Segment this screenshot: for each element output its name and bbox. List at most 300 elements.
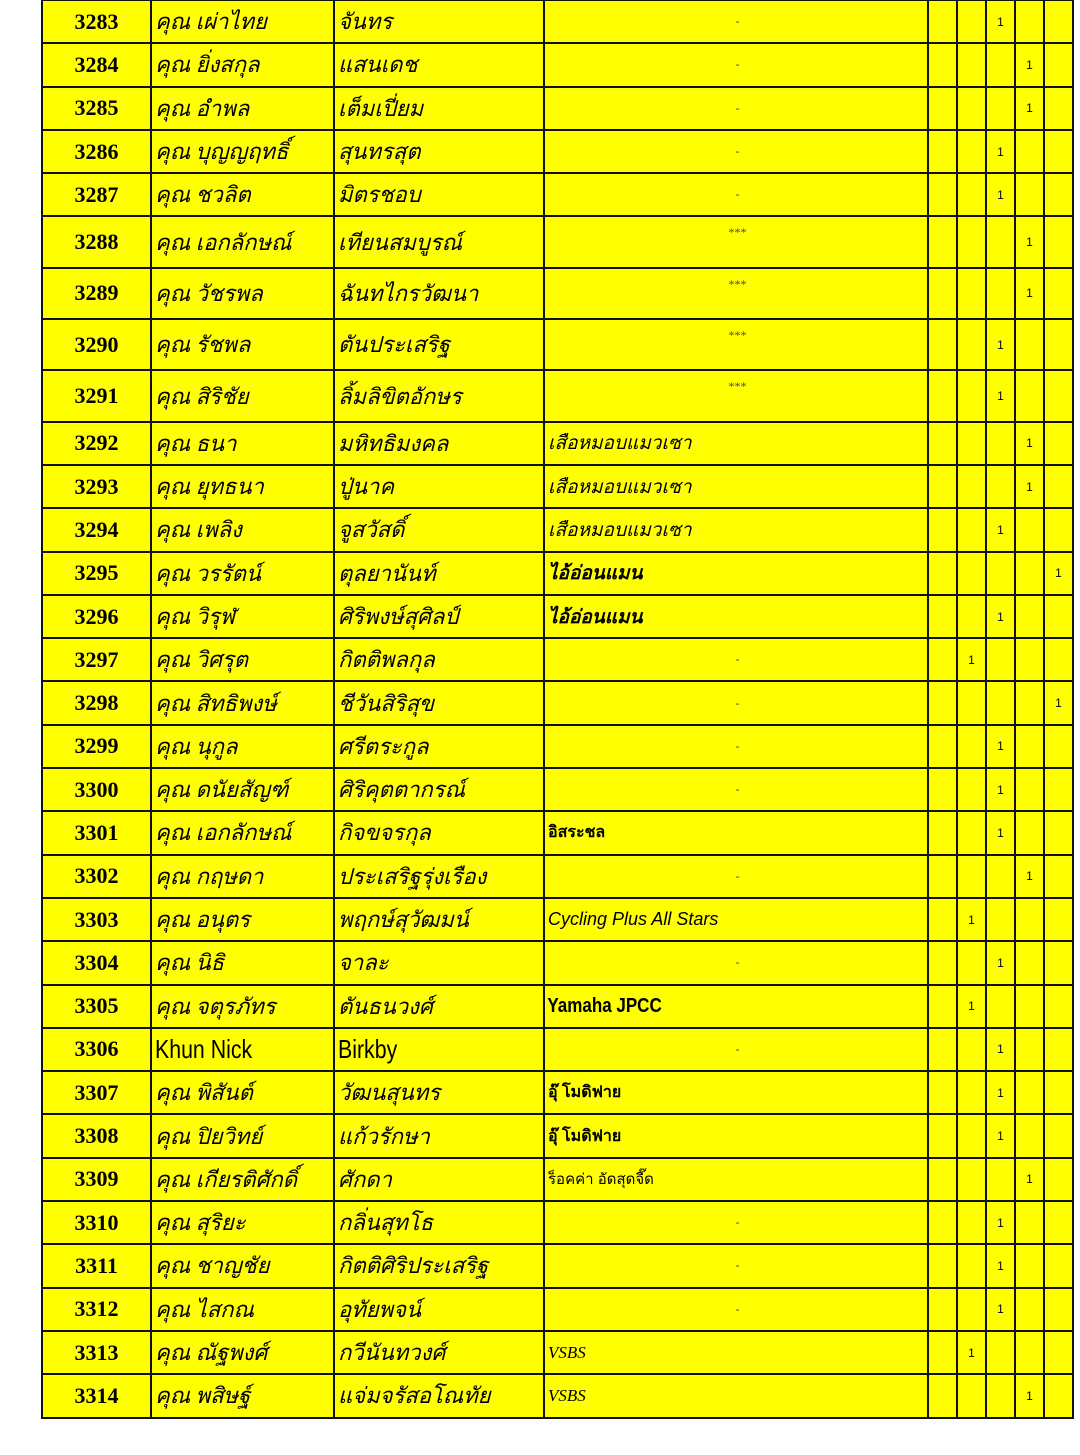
last-name: ลิ้มลิขิตอักษร xyxy=(334,370,544,421)
table-row xyxy=(42,1374,1073,1417)
category-cell-4: 1 xyxy=(1015,855,1044,898)
table-row xyxy=(42,130,1073,173)
last-name: ศรีตระกูล xyxy=(334,725,544,768)
category-cell-1 xyxy=(928,1201,957,1244)
first-name: คุณ วิศรุต xyxy=(151,638,334,681)
category-cell-2 xyxy=(957,422,986,465)
category-cell-4 xyxy=(1015,1071,1044,1114)
category-cell-5 xyxy=(1044,1331,1073,1374)
last-name: ศิริพงษ์สุศิลป์ xyxy=(334,595,544,638)
last-name: ตันธนวงศ์ xyxy=(334,985,544,1028)
last-name: เต็มเปี่ยม xyxy=(334,87,544,130)
category-cell-2 xyxy=(957,1288,986,1331)
category-cell-2: 1 xyxy=(957,1331,986,1374)
team-name: VSBS xyxy=(544,1374,928,1417)
category-cell-2 xyxy=(957,552,986,595)
bib-number: 3291 xyxy=(42,370,151,421)
first-name: คุณ ปิยวิทย์ xyxy=(151,1114,334,1157)
team-name: *** xyxy=(544,370,928,421)
category-cell-1 xyxy=(928,768,957,811)
category-cell-2 xyxy=(957,130,986,173)
team-name: อุ๊ โมดิฟาย xyxy=(544,1071,928,1114)
bib-number: 3303 xyxy=(42,898,151,941)
team-name: เสือหมอบแมวเซา xyxy=(544,508,928,551)
category-cell-3: 1 xyxy=(986,725,1015,768)
category-cell-3: 1 xyxy=(986,811,1015,854)
category-cell-2 xyxy=(957,216,986,267)
category-cell-1 xyxy=(928,43,957,86)
category-cell-5 xyxy=(1044,268,1073,319)
first-name: คุณ รัชพล xyxy=(151,319,334,370)
bib-number: 3285 xyxy=(42,87,151,130)
category-cell-2 xyxy=(957,681,986,724)
last-name: กลิ่นสุทโธ xyxy=(334,1201,544,1244)
first-name: คุณ ธนา xyxy=(151,422,334,465)
category-cell-3: 1 xyxy=(986,768,1015,811)
first-name: คุณ ดนัยสัญฑ์ xyxy=(151,768,334,811)
category-cell-3 xyxy=(986,422,1015,465)
category-cell-1 xyxy=(928,811,957,854)
participant-table xyxy=(41,0,1074,1419)
table-row xyxy=(42,1201,1073,1244)
last-name: แจ่มจรัสอโณทัย xyxy=(334,1374,544,1417)
category-cell-5 xyxy=(1044,319,1073,370)
category-cell-5 xyxy=(1044,638,1073,681)
team-name: เสือหมอบแมวเซา xyxy=(544,422,928,465)
category-cell-4 xyxy=(1015,595,1044,638)
last-name xyxy=(334,1028,544,1071)
table-row xyxy=(42,43,1073,86)
bib-number: 3305 xyxy=(42,985,151,1028)
category-cell-2 xyxy=(957,1071,986,1114)
table-row xyxy=(42,725,1073,768)
team-name: - xyxy=(544,638,928,681)
last-name: ฉันทไกรวัฒนา xyxy=(334,268,544,319)
category-cell-5 xyxy=(1044,173,1073,216)
category-cell-2 xyxy=(957,173,986,216)
team-name: *** xyxy=(544,268,928,319)
first-name: คุณ ยิ่งสกุล xyxy=(151,43,334,86)
table-row xyxy=(42,898,1073,941)
first-name: คุณ พสิษฐ์ xyxy=(151,1374,334,1417)
bib-number: 3292 xyxy=(42,422,151,465)
category-cell-1 xyxy=(928,1244,957,1287)
bib-number: 3287 xyxy=(42,173,151,216)
bib-number: 3308 xyxy=(42,1114,151,1157)
last-name: สุนทรสุต xyxy=(334,130,544,173)
first-name: คุณ ชวลิต xyxy=(151,173,334,216)
category-cell-5 xyxy=(1044,0,1073,43)
team-name: - xyxy=(544,855,928,898)
table-row xyxy=(42,1028,1073,1071)
bib-number: 3286 xyxy=(42,130,151,173)
category-cell-3: 1 xyxy=(986,1244,1015,1287)
category-cell-4 xyxy=(1015,985,1044,1028)
category-cell-4 xyxy=(1015,1244,1044,1287)
last-name: ชีวันสิริสุข xyxy=(334,681,544,724)
table-row xyxy=(42,1244,1073,1287)
bib-number: 3297 xyxy=(42,638,151,681)
team-name: - xyxy=(544,130,928,173)
category-cell-5 xyxy=(1044,855,1073,898)
table-row xyxy=(42,595,1073,638)
category-cell-1 xyxy=(928,1114,957,1157)
category-cell-2: 1 xyxy=(957,985,986,1028)
team-name: - xyxy=(544,1028,928,1071)
category-cell-4: 1 xyxy=(1015,43,1044,86)
category-cell-3: 1 xyxy=(986,1071,1015,1114)
bib-number: 3313 xyxy=(42,1331,151,1374)
team-name: *** xyxy=(544,216,928,267)
category-cell-3 xyxy=(986,43,1015,86)
team-name: - xyxy=(544,1201,928,1244)
table-row xyxy=(42,768,1073,811)
category-cell-1 xyxy=(928,268,957,319)
first-name: คุณ วิรุฬ xyxy=(151,595,334,638)
category-cell-4: 1 xyxy=(1015,422,1044,465)
bib-number: 3302 xyxy=(42,855,151,898)
category-cell-1 xyxy=(928,1288,957,1331)
first-name: คุณ เอกลักษณ์ xyxy=(151,811,334,854)
category-cell-4: 1 xyxy=(1015,1374,1044,1417)
category-cell-4 xyxy=(1015,370,1044,421)
category-cell-5 xyxy=(1044,1028,1073,1071)
table-row xyxy=(42,941,1073,984)
table-row xyxy=(42,1331,1073,1374)
table-row xyxy=(42,811,1073,854)
team-name: อิสระชล xyxy=(544,811,928,854)
last-name: จาละ xyxy=(334,941,544,984)
bib-number: 3299 xyxy=(42,725,151,768)
last-name: แก้วรักษา xyxy=(334,1114,544,1157)
first-name: คุณ นิธิ xyxy=(151,941,334,984)
bib-number: 3311 xyxy=(42,1244,151,1287)
category-cell-1 xyxy=(928,1331,957,1374)
team-name: - xyxy=(544,43,928,86)
last-name: เทียนสมบูรณ์ xyxy=(334,216,544,267)
team-name: - xyxy=(544,681,928,724)
first-name: คุณ เกียรติศักดิ์ xyxy=(151,1158,334,1201)
category-cell-1 xyxy=(928,681,957,724)
category-cell-4 xyxy=(1015,768,1044,811)
category-cell-5 xyxy=(1044,768,1073,811)
category-cell-1 xyxy=(928,638,957,681)
category-cell-1 xyxy=(928,422,957,465)
last-name-text: Birkby xyxy=(338,1033,398,1064)
team-name: Yamaha JPCC xyxy=(544,985,870,1028)
category-cell-3: 1 xyxy=(986,1201,1015,1244)
category-cell-5: 1 xyxy=(1044,552,1073,595)
table-row xyxy=(42,1071,1073,1114)
category-cell-4 xyxy=(1015,681,1044,724)
category-cell-2 xyxy=(957,1028,986,1071)
category-cell-5 xyxy=(1044,1374,1073,1417)
category-cell-5 xyxy=(1044,595,1073,638)
bib-number: 3298 xyxy=(42,681,151,724)
category-cell-5 xyxy=(1044,422,1073,465)
category-cell-5 xyxy=(1044,1244,1073,1287)
category-cell-2 xyxy=(957,319,986,370)
team-name: - xyxy=(544,941,928,984)
category-cell-2 xyxy=(957,1244,986,1287)
category-cell-3 xyxy=(986,87,1015,130)
category-cell-4 xyxy=(1015,941,1044,984)
category-cell-3: 1 xyxy=(986,508,1015,551)
table-row xyxy=(42,1158,1073,1201)
category-cell-1 xyxy=(928,985,957,1028)
bib-number: 3288 xyxy=(42,216,151,267)
category-cell-4: 1 xyxy=(1015,268,1044,319)
category-cell-2 xyxy=(957,1114,986,1157)
bib-number: 3304 xyxy=(42,941,151,984)
category-cell-5 xyxy=(1044,898,1073,941)
first-name: คุณ สิริชัย xyxy=(151,370,334,421)
category-cell-1 xyxy=(928,1028,957,1071)
last-name: กิตติพลกุล xyxy=(334,638,544,681)
team-name: ไอ้อ่อนแมน xyxy=(544,552,928,595)
bib-number: 3309 xyxy=(42,1158,151,1201)
category-cell-5 xyxy=(1044,370,1073,421)
category-cell-3 xyxy=(986,855,1015,898)
category-cell-5 xyxy=(1044,1071,1073,1114)
table-row xyxy=(42,370,1073,421)
first-name: คุณ เอกลักษณ์ xyxy=(151,216,334,267)
category-cell-2 xyxy=(957,0,986,43)
last-name: พฤกษ์สุวัฒมน์ xyxy=(334,898,544,941)
first-name: คุณ กฤษดา xyxy=(151,855,334,898)
first-name: คุณ พิสันต์ xyxy=(151,1071,334,1114)
table-row xyxy=(42,465,1073,508)
team-name: - xyxy=(544,87,928,130)
category-cell-1 xyxy=(928,1071,957,1114)
category-cell-4 xyxy=(1015,638,1044,681)
category-cell-3: 1 xyxy=(986,0,1015,43)
last-name: ศักดา xyxy=(334,1158,544,1201)
table-row xyxy=(42,1114,1073,1157)
bib-number: 3293 xyxy=(42,465,151,508)
category-cell-3 xyxy=(986,1331,1015,1374)
category-cell-3: 1 xyxy=(986,1114,1015,1157)
last-name: ปู่นาค xyxy=(334,465,544,508)
category-cell-4 xyxy=(1015,1114,1044,1157)
bib-number: 3307 xyxy=(42,1071,151,1114)
category-cell-3 xyxy=(986,681,1015,724)
first-name: คุณ ณัฐพงศ์ xyxy=(151,1331,334,1374)
category-cell-4: 1 xyxy=(1015,87,1044,130)
category-cell-3: 1 xyxy=(986,941,1015,984)
table-row xyxy=(42,1288,1073,1331)
category-cell-1 xyxy=(928,130,957,173)
category-cell-4: 1 xyxy=(1015,216,1044,267)
first-name: คุณ สิทธิพงษ์ xyxy=(151,681,334,724)
bib-number: 3294 xyxy=(42,508,151,551)
team-name: - xyxy=(544,0,928,43)
first-name: คุณ วรรัตน์ xyxy=(151,552,334,595)
category-cell-5: 1 xyxy=(1044,681,1073,724)
last-name: แสนเดช xyxy=(334,43,544,86)
category-cell-3: 1 xyxy=(986,370,1015,421)
category-cell-2: 1 xyxy=(957,638,986,681)
team-name: - xyxy=(544,173,928,216)
category-cell-4 xyxy=(1015,552,1044,595)
team-name: - xyxy=(544,768,928,811)
last-name: ศิริคุตตากรณ์ xyxy=(334,768,544,811)
category-cell-3 xyxy=(986,898,1015,941)
table-row xyxy=(42,855,1073,898)
category-cell-5 xyxy=(1044,130,1073,173)
bib-number: 3283 xyxy=(42,0,151,43)
category-cell-3: 1 xyxy=(986,130,1015,173)
category-cell-1 xyxy=(928,216,957,267)
category-cell-5 xyxy=(1044,465,1073,508)
last-name: อุทัยพจน์ xyxy=(334,1288,544,1331)
first-name-text: Khun Nick xyxy=(155,1033,253,1064)
last-name: มิตรชอบ xyxy=(334,173,544,216)
first-name: คุณ ยุทธนา xyxy=(151,465,334,508)
team-name: VSBS xyxy=(544,1331,928,1374)
bib-number: 3284 xyxy=(42,43,151,86)
bib-number: 3314 xyxy=(42,1374,151,1417)
table-row xyxy=(42,638,1073,681)
last-name: ประเสริฐรุ่งเรือง xyxy=(334,855,544,898)
category-cell-3 xyxy=(986,1158,1015,1201)
table-row xyxy=(42,0,1073,43)
category-cell-1 xyxy=(928,87,957,130)
table-row xyxy=(42,87,1073,130)
team-name: ร็อคค่า อัดสุดจี๊ด xyxy=(544,1158,928,1201)
team-name: *** xyxy=(544,319,928,370)
category-cell-4 xyxy=(1015,1028,1044,1071)
category-cell-1 xyxy=(928,898,957,941)
category-cell-3: 1 xyxy=(986,595,1015,638)
category-cell-1 xyxy=(928,855,957,898)
first-name: คุณ จตุรภัทร xyxy=(151,985,334,1028)
category-cell-4 xyxy=(1015,1201,1044,1244)
category-cell-3 xyxy=(986,1374,1015,1417)
category-cell-1 xyxy=(928,1374,957,1417)
category-cell-1 xyxy=(928,465,957,508)
category-cell-3: 1 xyxy=(986,319,1015,370)
category-cell-5 xyxy=(1044,811,1073,854)
last-name: วัฒนสุนทร xyxy=(334,1071,544,1114)
first-name: คุณ อำพล xyxy=(151,87,334,130)
category-cell-5 xyxy=(1044,1114,1073,1157)
category-cell-1 xyxy=(928,173,957,216)
first-name: คุณ เผ่าไทย xyxy=(151,0,334,43)
category-cell-4 xyxy=(1015,0,1044,43)
table-row xyxy=(42,319,1073,370)
category-cell-1 xyxy=(928,508,957,551)
category-cell-5 xyxy=(1044,43,1073,86)
category-cell-4 xyxy=(1015,130,1044,173)
first-name: คุณ นุกูล xyxy=(151,725,334,768)
category-cell-1 xyxy=(928,595,957,638)
category-cell-5 xyxy=(1044,508,1073,551)
table-row xyxy=(42,268,1073,319)
last-name: จูสวัสดิ์ xyxy=(334,508,544,551)
category-cell-2 xyxy=(957,43,986,86)
category-cell-5 xyxy=(1044,1158,1073,1201)
bib-number: 3295 xyxy=(42,552,151,595)
first-name: คุณ สุริยะ xyxy=(151,1201,334,1244)
table-row xyxy=(42,552,1073,595)
team-name: Cycling Plus All Stars xyxy=(544,898,928,941)
category-cell-2 xyxy=(957,1158,986,1201)
table-row xyxy=(42,508,1073,551)
category-cell-4 xyxy=(1015,811,1044,854)
category-cell-3 xyxy=(986,465,1015,508)
category-cell-2 xyxy=(957,811,986,854)
team-name: - xyxy=(544,725,928,768)
last-name: มหิทธิมงคล xyxy=(334,422,544,465)
first-name: คุณ อนุตร xyxy=(151,898,334,941)
category-cell-1 xyxy=(928,1158,957,1201)
category-cell-1 xyxy=(928,725,957,768)
first-name: คุณ ชาญชัย xyxy=(151,1244,334,1287)
first-name xyxy=(151,1028,334,1071)
category-cell-1 xyxy=(928,552,957,595)
last-name: กวีนันทวงศ์ xyxy=(334,1331,544,1374)
category-cell-2 xyxy=(957,855,986,898)
category-cell-4 xyxy=(1015,1331,1044,1374)
category-cell-2 xyxy=(957,268,986,319)
category-cell-2 xyxy=(957,370,986,421)
table-row xyxy=(42,173,1073,216)
category-cell-5 xyxy=(1044,87,1073,130)
category-cell-2 xyxy=(957,508,986,551)
category-cell-3: 1 xyxy=(986,173,1015,216)
category-cell-4 xyxy=(1015,725,1044,768)
category-cell-2 xyxy=(957,941,986,984)
bib-number: 3296 xyxy=(42,595,151,638)
category-cell-2 xyxy=(957,1201,986,1244)
category-cell-4 xyxy=(1015,508,1044,551)
category-cell-4 xyxy=(1015,173,1044,216)
team-name: - xyxy=(544,1244,928,1287)
category-cell-1 xyxy=(928,370,957,421)
bib-number: 3310 xyxy=(42,1201,151,1244)
category-cell-2 xyxy=(957,768,986,811)
category-cell-1 xyxy=(928,0,957,43)
table-row xyxy=(42,216,1073,267)
category-cell-2 xyxy=(957,87,986,130)
first-name: คุณ วัชรพล xyxy=(151,268,334,319)
category-cell-2 xyxy=(957,595,986,638)
category-cell-4 xyxy=(1015,319,1044,370)
category-cell-4: 1 xyxy=(1015,1158,1044,1201)
category-cell-4: 1 xyxy=(1015,465,1044,508)
first-name: คุณ บุญญฤทธิ์ xyxy=(151,130,334,173)
bib-number: 3312 xyxy=(42,1288,151,1331)
category-cell-3 xyxy=(986,216,1015,267)
category-cell-5 xyxy=(1044,941,1073,984)
category-cell-1 xyxy=(928,319,957,370)
category-cell-5 xyxy=(1044,985,1073,1028)
category-cell-3 xyxy=(986,638,1015,681)
table-row xyxy=(42,985,1073,1028)
category-cell-3: 1 xyxy=(986,1288,1015,1331)
table-row xyxy=(42,681,1073,724)
category-cell-3 xyxy=(986,552,1015,595)
bib-number: 3306 xyxy=(42,1028,151,1071)
category-cell-2 xyxy=(957,1374,986,1417)
category-cell-1 xyxy=(928,941,957,984)
bib-number: 3289 xyxy=(42,268,151,319)
last-name: กิจขจรกุล xyxy=(334,811,544,854)
category-cell-5 xyxy=(1044,725,1073,768)
first-name: คุณ เพลิง xyxy=(151,508,334,551)
category-cell-3 xyxy=(986,985,1015,1028)
